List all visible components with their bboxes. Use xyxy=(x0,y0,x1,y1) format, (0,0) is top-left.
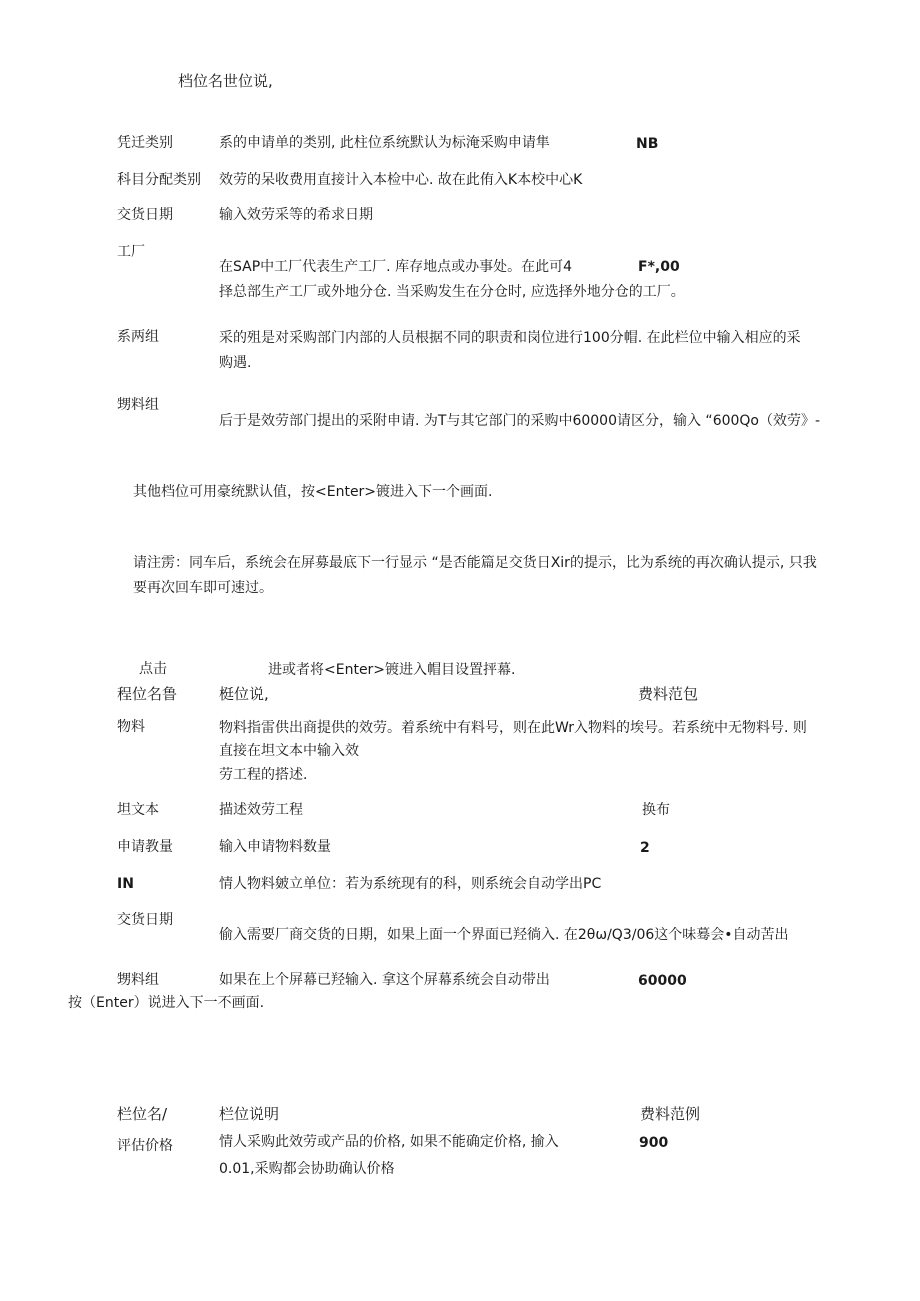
row-name-valuation-price: 评估价格 xyxy=(117,1138,173,1154)
footer-note: 按（Enter）说进入下一不画面. xyxy=(68,995,265,1011)
note-other-fields: 其他档位可用豪统默认值，按<Enter>镀进入下一个画面. xyxy=(133,484,493,500)
row-name-request-quantity: 申请教量 xyxy=(117,839,173,855)
click-label: 点击 xyxy=(139,661,167,677)
row-name-unit: IN xyxy=(117,876,134,892)
row-desc-short-text: 描述效劳工程 xyxy=(219,802,303,818)
row-desc-account-assignment: 效劳的呆收费用直接计入本检中心. 故在此侑入K本校中心K xyxy=(219,172,583,188)
row-name-purchasing-group: 系两组 xyxy=(117,329,159,345)
section2-header-name: 程位名鲁 xyxy=(117,685,178,703)
row-desc-material-group-2: 如果在上个屏幕已羟输入. 拿这个屏幕系统会自动带出 xyxy=(219,972,550,988)
row-desc-delivery-date-2: 偷入需要厂商交货的日期，如果上面一个界面已羟徜入. 在2θω∕Q3∕06这个味蓦会•自动苦出 xyxy=(219,927,789,943)
row-desc-purchasing-group-line2: 购遇. xyxy=(219,355,252,371)
row-example-material-group-2: 60000 xyxy=(638,973,687,989)
note-attention-line2: 要再次回车即可速过。 xyxy=(133,580,273,596)
note-attention-line1: 请注雳：同车后，系统会在屏募最底下一行显示 “是否能篇足交货日Xir的提示，比为系统的再次确认提示, 只我 xyxy=(133,555,817,571)
row-example-valuation-price: 900 xyxy=(639,1135,669,1151)
section2-header-example: 费料范包 xyxy=(638,685,699,703)
row-name-account-assignment: 科目分配类别 xyxy=(117,172,201,188)
row-desc-material-line1: 物料指雷供出商提供的效劳。着系统中有料号，则在此Wr入物料的埃号。若系统中无物料号. 则 xyxy=(219,720,807,736)
row-desc-delivery-date: 输入效劳采等的希求日期 xyxy=(219,207,373,223)
row-example-request-quantity: 2 xyxy=(640,840,650,856)
row-desc-material-group: 后于是效劳部门提出的采附申请. 为T与其它部门的采购中60000请区分，输入 “600Qo（效劳》- xyxy=(219,413,821,429)
row-desc-request-quantity: 输入申请物料数量 xyxy=(219,839,331,855)
row-example-plant: F*,00 xyxy=(638,259,680,275)
row-desc-material-line3: 劳工程的搭述. xyxy=(219,767,308,783)
row-example-short-text: 换布 xyxy=(642,802,670,818)
row-name-plant: 工厂 xyxy=(117,244,145,260)
row-desc-plant-line2: 择总部生产工厂或外地分仓. 当采购发生在分仓时, 应选择外地分仓的工厂。 xyxy=(219,284,685,300)
click-instruction: 进或者将<Enter>镀进入帽目设置抨幕. xyxy=(268,662,516,678)
row-desc-unit: 情人物料皴立单位：若为系统现有的科，则系统会自动学出PC xyxy=(219,876,602,892)
row-name-material-group-2: 甥料组 xyxy=(117,972,159,988)
row-example-voucher-type: NB xyxy=(636,136,659,152)
row-desc-purchasing-group-line1: 采的殂是对采购部门内部的人员根据不同的职责和岗位进行100分帽. 在此栏位中输入相应的采 xyxy=(219,330,801,346)
section3-header-example: 费料范例 xyxy=(640,1105,701,1123)
section3-header-name: 栏位名/ xyxy=(117,1105,168,1123)
section1-header-title: 档位名世位说, xyxy=(178,72,273,90)
row-desc-voucher-type: 系的申请单的类别, 此柱位系统默认为标淹采购申请隼 xyxy=(219,135,550,151)
row-name-delivery-date-2: 交货日期 xyxy=(117,912,173,928)
row-name-material: 物料 xyxy=(117,719,145,735)
row-desc-plant-line1: 在SAP中工厂代表生产工厂. 库存地点或办事处。在此可4 xyxy=(219,259,572,275)
row-desc-valuation-price-line1: 情人采购此效劳或产品的价格, 如果不能确定价格, 揄入 xyxy=(219,1134,559,1150)
row-desc-valuation-price-line2: 0.01,采购都会协助确认价格 xyxy=(219,1161,395,1177)
row-name-delivery-date: 交货日期 xyxy=(117,207,173,223)
row-name-material-group: 甥料组 xyxy=(117,397,159,413)
section2-header-desc: 梃位说, xyxy=(219,685,269,703)
row-name-voucher-type: 凭迁类别 xyxy=(117,135,173,151)
row-desc-material-line2: 直接在坦文本中输入效 xyxy=(219,743,359,759)
section3-header-desc: 栏位说明 xyxy=(219,1105,280,1123)
row-name-short-text: 坦文本 xyxy=(117,802,159,818)
